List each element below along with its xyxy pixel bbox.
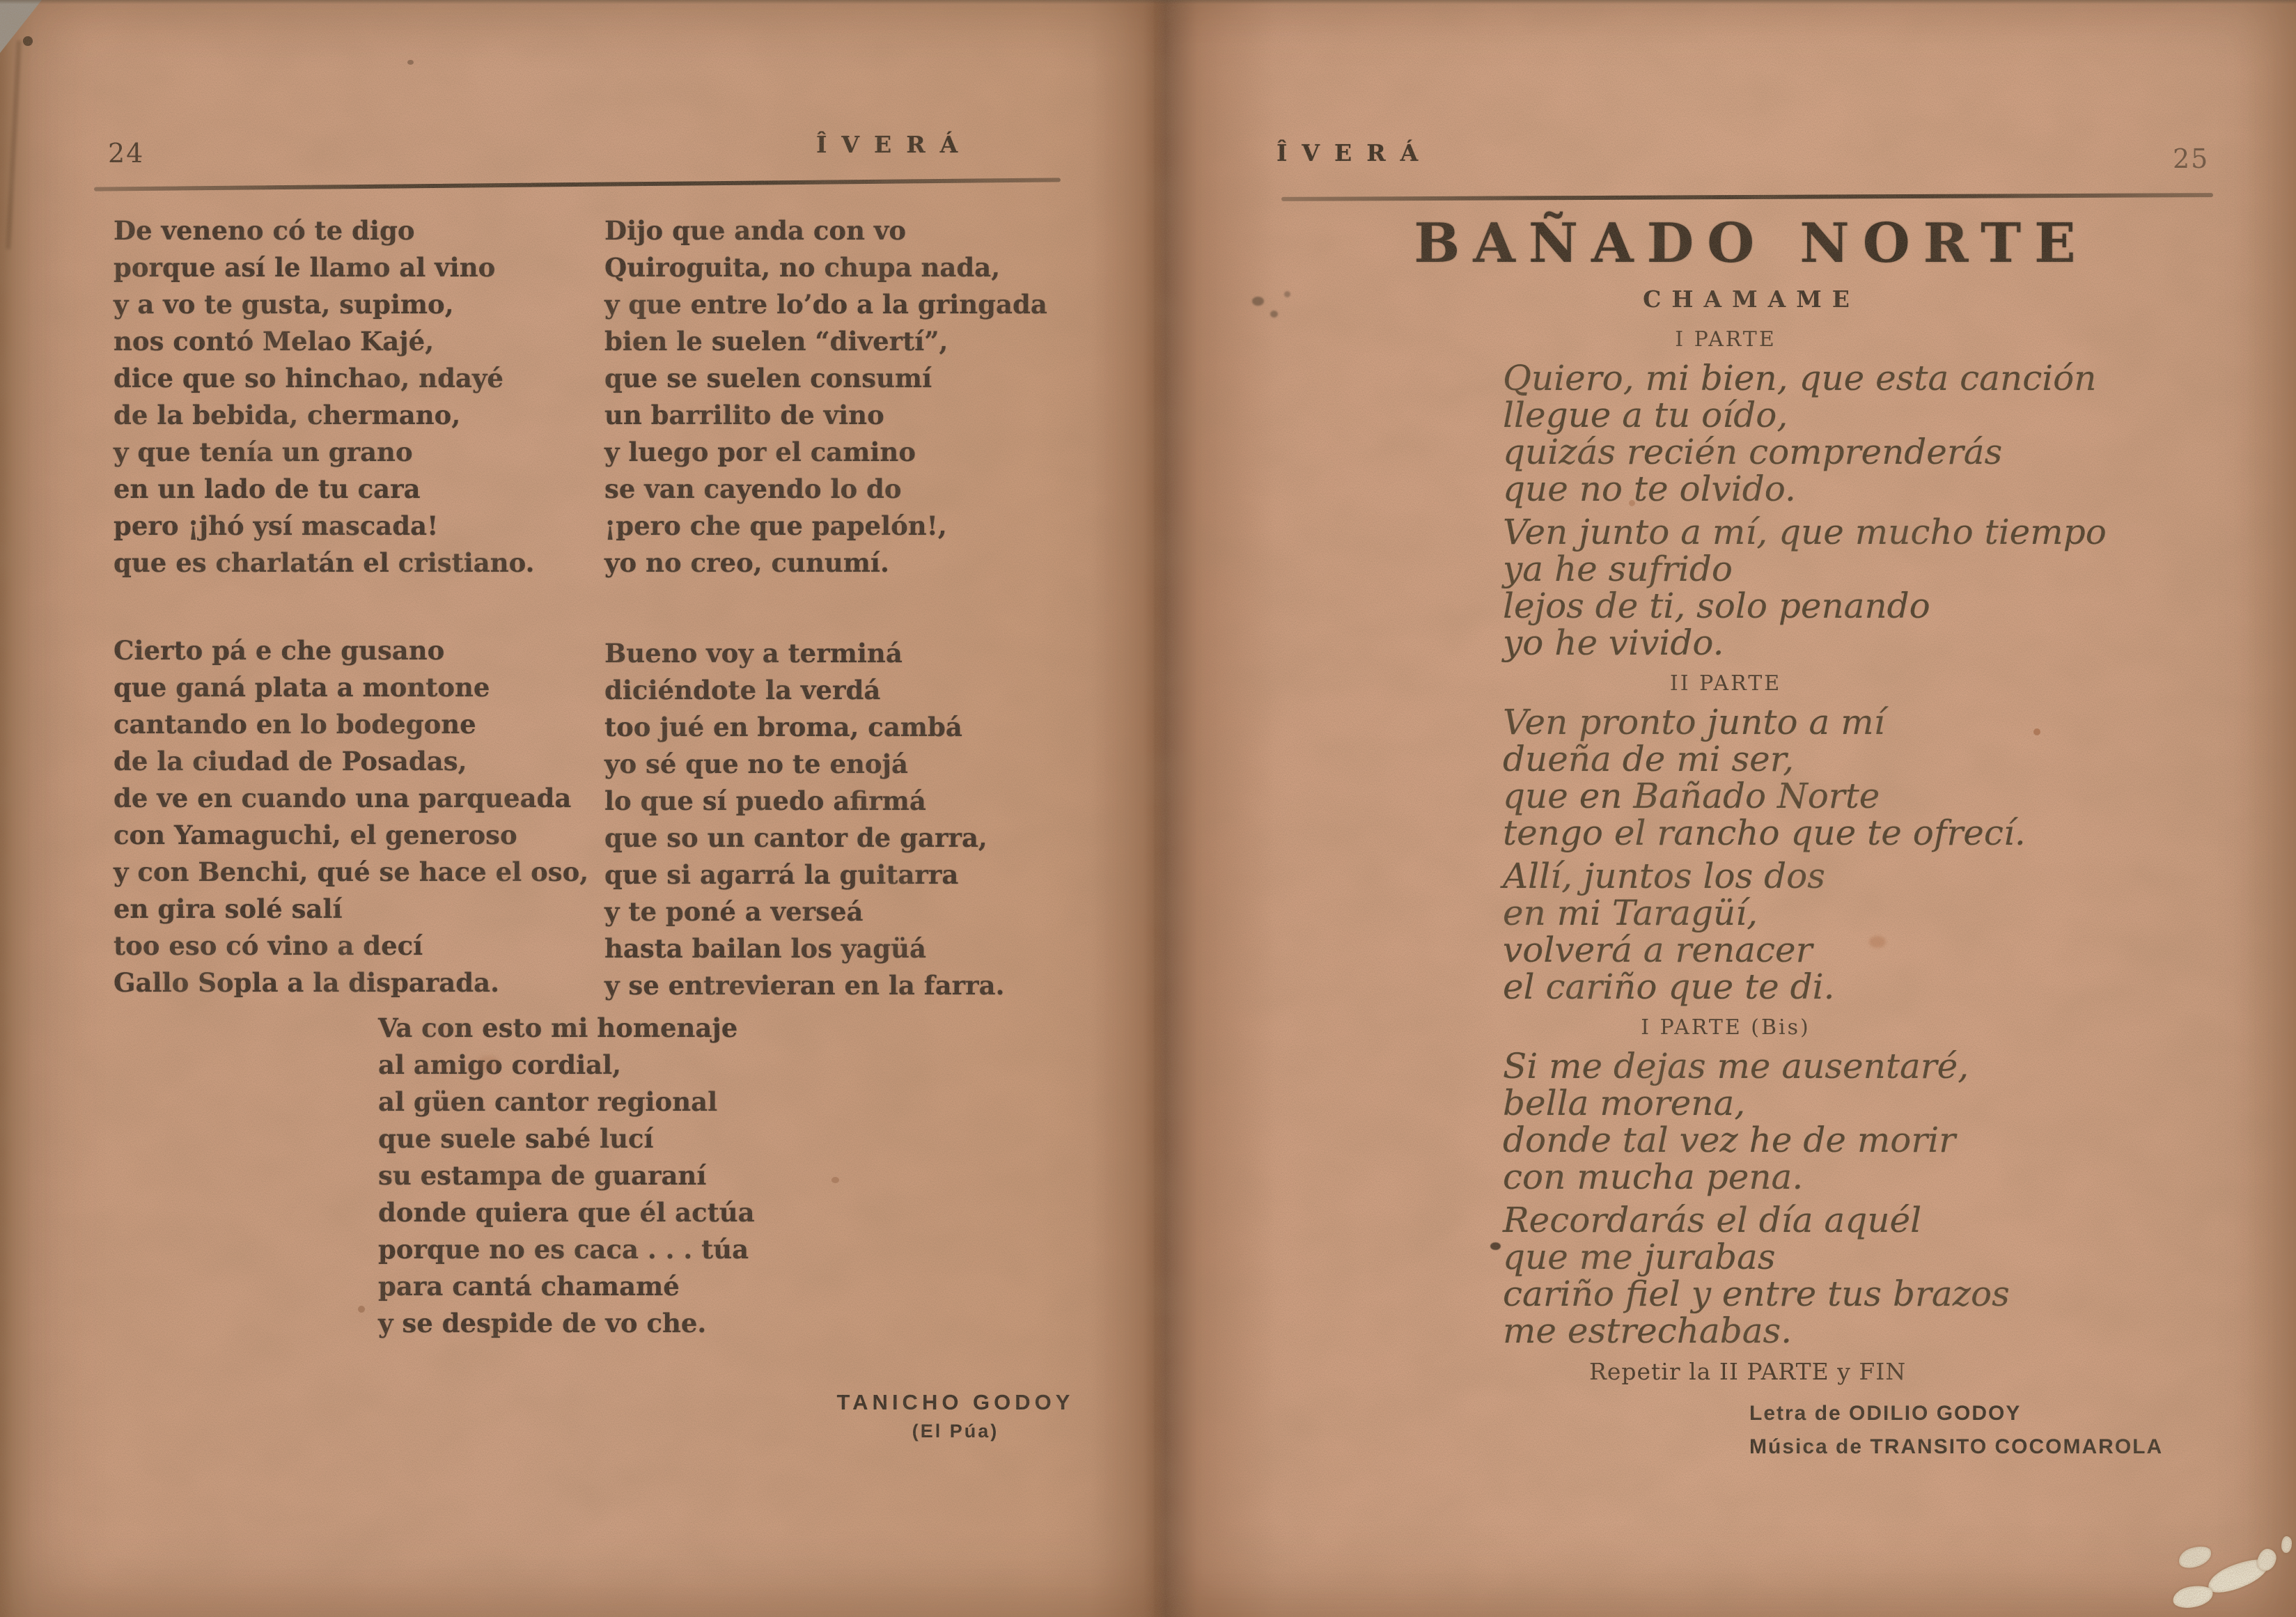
poem-line: ya he sufrido — [1503, 549, 1733, 589]
poem-line: quizás recién comprenderás — [1503, 432, 2003, 472]
poem-line: con mucha pena. — [1503, 1157, 1804, 1197]
stanza-col2-first — [604, 212, 1047, 581]
poem-line: con Yamaguchi, el generoso — [114, 820, 517, 850]
section-label: I PARTE — [1675, 327, 1776, 352]
stanza-col2-second — [604, 635, 1005, 1004]
poem-line: que en Bañado Norte — [1503, 776, 1880, 816]
page-number-left: 24 — [108, 138, 145, 169]
poem-line: y que tenía un grano — [114, 437, 413, 467]
poem-line: Dijo que anda con vo — [604, 215, 907, 246]
poem-line: cantando en lo bodegone — [114, 709, 476, 740]
stanza-col1-second — [114, 632, 588, 1001]
poem-line: lejos de ti, solo penando — [1503, 586, 1930, 626]
poem-line: un barrilito de vino — [604, 400, 884, 430]
poem-line: y que entre lo’do a la gringada — [604, 289, 1047, 320]
poem-line: que ganá plata a montone — [114, 672, 490, 703]
song-section-1 — [1503, 327, 2157, 662]
page-number-right: 25 — [2173, 143, 2210, 174]
closing-stanza — [378, 1010, 755, 1342]
poem-line: en gira solé salí — [114, 893, 343, 924]
header-rule-left — [94, 178, 1061, 191]
section-label: II PARTE — [1669, 671, 1782, 696]
poem-line: tengo el rancho que te ofrecí. — [1503, 813, 2026, 853]
poem-line: Gallo Sopla a la disparada. — [114, 967, 499, 998]
poem-line: llegue a tu oído, — [1503, 395, 1788, 435]
poem-line: too eso có vino a decí — [114, 930, 423, 961]
poem-line: too jué en broma, cambá — [604, 712, 962, 742]
music-credit: Música de TRANSITO COCOMAROLA — [1749, 1435, 2164, 1458]
running-title-right: ÎVERÁ — [1276, 139, 1433, 166]
poem-line: al güen cantor regional — [378, 1086, 718, 1117]
poem-line: Allí, juntos los dos — [1503, 856, 1825, 896]
poem-line: yo he vivido. — [1503, 623, 1724, 663]
poem-line: Ven junto a mí, que mucho tiempo — [1503, 512, 2107, 552]
poem-line: se van cayendo lo do — [604, 474, 902, 504]
poem-line: porque así le llamo al vino — [114, 252, 496, 283]
poem-line: Recordarás el día aquél — [1503, 1200, 1922, 1240]
poem-line: el cariño que te di. — [1503, 967, 1835, 1007]
poem-line: y se entrevieran en la farra. — [604, 970, 1005, 1001]
poem-line: en un lado de tu cara — [114, 474, 421, 504]
poem-line: que suele sabé lucí — [378, 1123, 654, 1154]
poem-line: hasta bailan los yagüá — [604, 933, 927, 964]
lyrics-credit: Letra de ODILIO GODOY — [1749, 1402, 2022, 1425]
section-label: I PARTE (Bis) — [1641, 1015, 1811, 1040]
poem-line: que me jurabas — [1503, 1237, 1776, 1277]
poem-line: diciéndote la verdá — [604, 675, 881, 705]
poem-line: donde quiera que él actúa — [378, 1197, 755, 1228]
poem-line: lo que sí puedo afirmá — [604, 786, 926, 816]
poem-line: Bueno voy a terminá — [604, 638, 903, 669]
stanza-col1-first — [114, 212, 535, 581]
poem-line: de ve en cuando una parqueada — [114, 783, 572, 813]
poem-line: bien le suelen “divertí”, — [604, 326, 948, 357]
poem-line: yo no creo, cunumí. — [604, 547, 889, 578]
poem-line: que si agarrá la guitarra — [604, 859, 959, 890]
quatrain — [1503, 514, 2157, 662]
poem-line: que so un cantor de garra, — [604, 822, 987, 853]
poem-line: cariño fiel y entre tus brazos — [1503, 1274, 2010, 1314]
poem-line: que no te olvido. — [1503, 469, 1796, 509]
song-section-2 — [1503, 671, 2157, 1006]
author-alias: (El Púa) — [912, 1421, 999, 1442]
poem-line: Cierto pá e che gusano — [114, 635, 445, 666]
poem-line: nos contó Melao Kajé, — [114, 326, 435, 357]
poem-line: para cantá chamamé — [378, 1271, 680, 1302]
poem-line: al amigo cordial, — [378, 1049, 622, 1080]
repeat-note: Repetir la II PARTE y FIN — [1589, 1358, 1907, 1385]
song-subtitle: CHAMAME — [1643, 286, 1860, 313]
poem-line: bella morena, — [1503, 1083, 1746, 1123]
poem-line: pero ¡jhó ysí mascada! — [114, 510, 439, 541]
song-credits — [1749, 1397, 2163, 1464]
poem-line: de la bebida, chermano, — [114, 400, 461, 430]
song-section-3 — [1503, 1015, 2157, 1350]
quatrain — [1503, 1202, 2157, 1350]
poem-line: Quiroguita, no chupa nada, — [604, 252, 1001, 283]
quatrain — [1503, 360, 2157, 508]
poem-line: que es charlatán el cristiano. — [114, 547, 535, 578]
author-signature — [712, 1390, 1199, 1442]
poem-line: Si me dejas me ausentaré, — [1503, 1046, 1969, 1086]
running-title-left: ÎVERÁ — [816, 131, 973, 158]
poem-line: porque no es caca . . . túa — [378, 1234, 749, 1265]
quatrain — [1503, 858, 2157, 1006]
quatrain — [1503, 704, 2157, 852]
poem-line: y con Benchi, qué se hace el oso, — [114, 857, 589, 887]
poem-line: Ven pronto junto a mí — [1503, 702, 1885, 742]
poem-line: De veneno có te digo — [114, 215, 415, 246]
poem-line: yo sé que no te enojá — [604, 749, 908, 779]
poem-line: en mi Taragüí, — [1503, 893, 1758, 933]
poem-line: volverá a renacer — [1503, 930, 1813, 970]
author-name: TANICHO GODOY — [836, 1390, 1075, 1414]
poem-line: dice que so hinchao, ndayé — [114, 363, 503, 393]
poem-line: y a vo te gusta, supimo, — [114, 289, 454, 320]
poem-line: Quiero, mi bien, que esta canción — [1503, 358, 2097, 398]
poem-line: Va con esto mi homenaje — [378, 1013, 738, 1043]
poem-line: su estampa de guaraní — [378, 1160, 707, 1191]
poem-line: ¡pero che que papelón!, — [604, 510, 947, 541]
song-title: BAÑADO NORTE — [1414, 212, 2089, 275]
poem-line: y luego por el camino — [604, 437, 916, 467]
poem-line: y se despide de vo che. — [378, 1308, 707, 1338]
poem-line: me estrechabas. — [1503, 1311, 1793, 1351]
poem-line: dueña de mi ser, — [1503, 739, 1795, 779]
poem-line: donde tal vez he de morir — [1503, 1120, 1956, 1160]
poem-line: de la ciudad de Posadas, — [114, 746, 467, 776]
quatrain — [1503, 1048, 2157, 1196]
poem-line: y te poné a verseá — [604, 896, 864, 927]
poem-line: que se suelen consumí — [604, 363, 932, 393]
